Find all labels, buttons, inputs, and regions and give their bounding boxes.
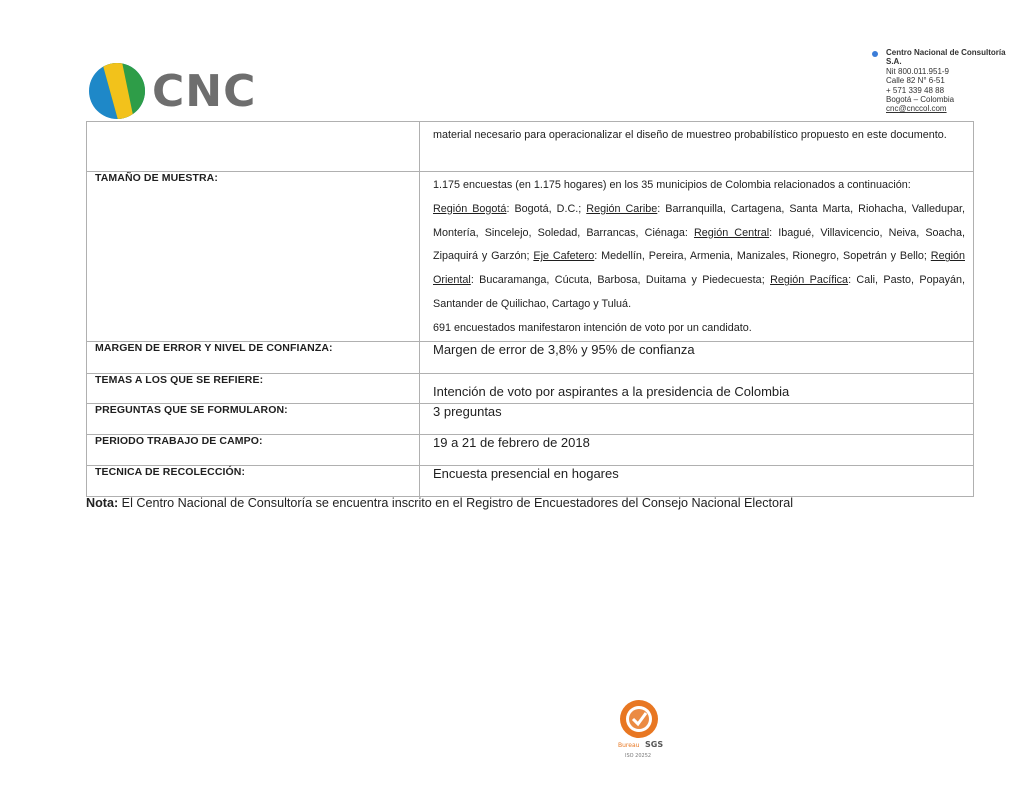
region-cities: : Medellín, Pereira, Armenia, Manizales, Rionegro, Sopetrán y Bello; [594,250,931,263]
table-row [87,373,974,403]
material-text: material necesario para operacionalizar el diseño de muestreo probabilístico propuesto en este documento. [420,122,974,172]
sample-footnote: 691 encuestados manifestaron intención de voto por un candidato. [433,321,752,334]
table-row [87,403,974,434]
company-city: Bogotá – Colombia [886,95,955,105]
company-address: Calle 82 N° 6-51 [886,76,945,86]
registry-note [86,496,793,510]
region-cities: : Barranquilla, Cartagena, Santa Marta, Riohacha, Valledupar, Montería, Sincelejo, Soledad, Barrancas, Ciénaga: [433,202,965,239]
sample-intro: 1.175 encuestas (en 1.175 hogares) en los 35 municipios de Colombia relacionados a continuación: [433,179,911,191]
region-cities: : Cali, Pasto, Popayán, Santander de Quilichao, Cartago y Tuluá. [433,274,965,310]
logo-wordmark: CNC [152,66,257,117]
sample-size-label: TAMAÑO DE MUESTRA: [87,172,420,342]
seal-side-text: Bureau [618,742,640,749]
region-name: Región Oriental [433,250,965,287]
contact-info [872,48,1012,114]
company-email-link[interactable]: cnc@cnccol.com [886,104,947,114]
technique-label: TECNICA DE RECOLECCIÓN: [87,465,420,496]
region-name: Eje Cafetero [533,250,595,263]
region-cities: : Ibagué, Villavicencio, Neiva, Soacha, Zipaquirá y Garzón; [433,226,965,263]
table-row [87,341,974,373]
table-row [87,465,974,496]
company-name: Centro Nacional de Consultoría S.A. [886,48,1006,67]
region-cities: : Bucaramanga, Cúcuta, Barbosa, Duitama y Piedecuesta; [470,274,771,287]
questions-label: PREGUNTAS QUE SE FORMULARON: [87,403,420,434]
region-name: Región Pacífica [770,274,849,287]
margin-value: Margen de error de 3,8% y 95% de confianza [420,341,974,373]
note-text: El Centro Nacional de Consultoría se encuentra inscrito en el Registro de Encuestadores del Consejo Nacional Electoral [118,496,794,510]
cnc-logo [88,62,288,122]
period-label: PERIODO TRABAJO DE CAMPO: [87,434,420,465]
topics-value: Intención de voto por aspirantes a la presidencia de Colombia [420,373,974,403]
region-name: Región Bogotá [433,202,507,215]
region-name: Región Caribe [586,202,658,215]
table-row [87,172,974,342]
technical-sheet-table [86,121,974,497]
company-nit: Nit 800.011.951-9 [886,66,950,76]
sample-regions [433,198,965,317]
seal-code: ISO 20252 [625,753,652,759]
period-value: 19 a 21 de febrero de 2018 [420,434,974,465]
questions-value: 3 preguntas [420,403,974,434]
region-cities: : Bogotá, D.C.; [506,202,587,215]
technique-value: Encuesta presencial en hogares [420,465,974,496]
region-name: Región Central [693,226,770,239]
topics-label: TEMAS A LOS QUE SE REFIERE: [87,373,420,403]
table-row [87,434,974,465]
cnc-globe-icon [88,62,146,120]
seal-brand: SGS [645,740,664,749]
sample-size-value [420,172,974,342]
margin-label: MARGEN DE ERROR Y NIVEL DE CONFIANZA: [87,341,420,373]
company-phone: + 571 339 48 88 [886,85,945,95]
bullet-icon [872,51,878,57]
sgs-certification-seal [609,697,669,761]
row-label [87,122,420,172]
table-row [87,122,974,172]
note-prefix: Nota: [86,496,119,510]
